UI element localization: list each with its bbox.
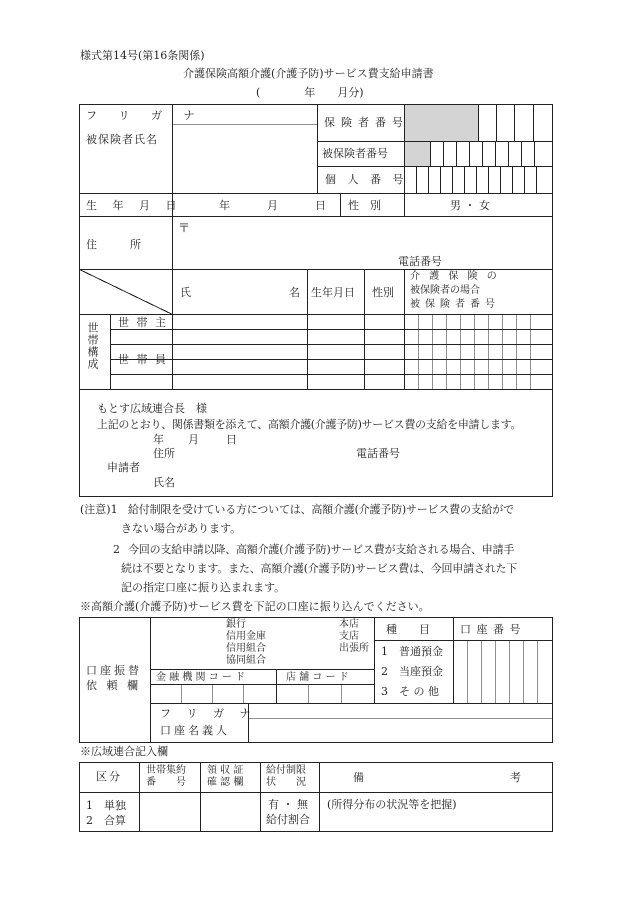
account-number-header: 口 座 番 号	[460, 623, 522, 636]
addressee: もとす広域連合長 様	[97, 402, 207, 415]
note2-line3: 記の指定口座に振り込まれます。	[121, 581, 286, 594]
address-input[interactable]	[192, 218, 550, 254]
insured-number-input[interactable]	[431, 142, 551, 165]
restriction-yes-no[interactable]: 有 ・ 無	[268, 798, 308, 811]
account-type-ordinary[interactable]: 1 普通預金	[381, 645, 443, 658]
col-household-no-2: 番 号	[146, 777, 186, 788]
phone-label: 電話番号	[398, 255, 442, 268]
holder-name-label: 口座名義人	[160, 724, 230, 737]
inst-type-shinkumi[interactable]: 信用組合	[226, 643, 266, 654]
note2-line1: 今回の支給申請以降、高額介護(介護予防)サービス費が支給される場合、申請手	[128, 543, 515, 556]
inst-type-bank[interactable]: 銀行	[226, 619, 246, 630]
branch-type-office[interactable]: 出張所	[339, 643, 369, 654]
insurer-number-input[interactable]	[479, 105, 551, 140]
request-month-unit: 月	[188, 433, 199, 446]
branch-type-main[interactable]: 本店	[339, 619, 359, 630]
holder-furigana-input[interactable]	[250, 704, 551, 717]
col-receipt-1: 領 収 証	[207, 765, 244, 776]
col-restriction-2: 状 況	[266, 777, 306, 788]
furigana-input[interactable]	[174, 106, 315, 123]
furigana-label: フ リ ガ ナ	[86, 109, 204, 122]
insured-name-input[interactable]	[174, 126, 315, 191]
form-number: 様式第14号(第16条関係)	[80, 49, 205, 62]
household-head-label: 世 帯 主	[118, 316, 168, 329]
address-label: 住 所	[86, 238, 141, 251]
account-type-current[interactable]: 2 当座預金	[381, 665, 443, 678]
col-name-part1: 氏	[180, 286, 191, 299]
sex-options[interactable]: 男 ・ 女	[450, 199, 490, 212]
col-name-part2: 名	[289, 286, 300, 299]
col-birth-date: 生年月日	[311, 286, 355, 299]
birth-month-unit: 月	[267, 199, 278, 212]
request-day-unit: 日	[226, 433, 237, 446]
insured-number-label: 被保険者番号	[322, 147, 388, 160]
remarks-value: (所得分布の状況等を把握)	[327, 798, 457, 811]
inst-type-kyodo[interactable]: 協同組合	[226, 655, 266, 666]
applicant-address-label: 住所	[153, 447, 175, 460]
branch-code-label: 店 舗 コ ー ド	[286, 672, 349, 683]
col-sex: 性別	[372, 286, 394, 299]
postal-mark: 〒	[178, 221, 191, 235]
transfer-note: ※高額介護(介護予防)サービス費を下記の口座に振り込んでください。	[80, 600, 430, 613]
sex-label: 性 別	[348, 199, 381, 212]
col-restriction-1: 給付制限	[266, 765, 306, 776]
personal-number-input[interactable]	[405, 167, 551, 192]
division-combined[interactable]: 2 合算	[86, 814, 126, 827]
inst-code-input[interactable]	[151, 685, 275, 702]
bank-side-label-2: 依 頼 欄	[86, 679, 141, 692]
col-remarks-2: 考	[510, 771, 521, 784]
personal-number-label: 個 人 番 号	[325, 173, 408, 186]
col-receipt-2: 確 認 欄	[207, 777, 244, 788]
form-title: 介護保険高額介護(介護予防)サービス費支給申請書	[183, 67, 434, 80]
request-year-unit: 年	[153, 433, 164, 446]
birth-day-unit: 日	[315, 199, 326, 212]
birth-year-unit: 年	[219, 199, 230, 212]
note2-line2: 続は不要となります。また、高額介護(介護予防)サービス費は、今回申請された下	[121, 562, 518, 575]
col-insured-line3: 被保険者番号	[410, 299, 500, 310]
office-section-title: ※広域連合記入欄	[80, 745, 168, 758]
account-number-input[interactable]	[454, 641, 551, 702]
bank-side-label-1: 口座振替	[86, 664, 142, 677]
form-period: ( 年 月分)	[256, 86, 364, 99]
restriction-benefit-ratio: 給付割合	[266, 813, 310, 826]
insurer-number-label: 保険者番号	[324, 116, 409, 129]
col-insured-line2: 被保険者の場合	[410, 285, 480, 296]
note1-line-a: 給付制限を受けている方については、高額介護(介護予防)サービス費の支給がで	[128, 503, 514, 516]
note1-line-b: きない場合があります。	[121, 522, 242, 535]
inst-type-shinkin[interactable]: 信用金庫	[226, 631, 266, 642]
household-member-label: 世 帯 員	[118, 353, 168, 366]
inst-code-label: 金 融 機 関 コ ー ド	[156, 672, 246, 683]
request-statement: 上記のとおり、関係書類を添えて、高額介護(介護予防)サービス費の支給を申請します。	[97, 418, 522, 431]
holder-name-input[interactable]	[250, 720, 551, 741]
account-type-header: 種 目	[386, 623, 430, 636]
branch-type-branch[interactable]: 支店	[339, 631, 359, 642]
col-insured-line1: 介 護 保 険 の	[410, 271, 500, 282]
applicant-phone-label: 電話番号	[356, 447, 400, 460]
col-division: 区分	[96, 770, 122, 783]
birth-date-label: 生 年 月 日	[86, 199, 183, 212]
col-household-no-1: 世帯集約	[146, 765, 186, 776]
notes-prefix: (注意)1	[80, 503, 118, 516]
account-type-other[interactable]: 3 そ の 他	[381, 685, 439, 698]
holder-furigana-label: フ リ ガ ナ	[160, 707, 257, 720]
household-side-label: 世帯構成	[86, 322, 99, 370]
note2-number: 2	[113, 543, 120, 556]
insured-name-label: 被保険者氏名	[86, 133, 158, 146]
col-remarks-1: 備	[353, 771, 364, 784]
applicant-name-label: 氏名	[153, 476, 175, 489]
branch-code-input[interactable]	[277, 685, 373, 702]
applicant-label: 申請者	[107, 461, 140, 474]
division-single[interactable]: 1 単独	[86, 799, 126, 812]
